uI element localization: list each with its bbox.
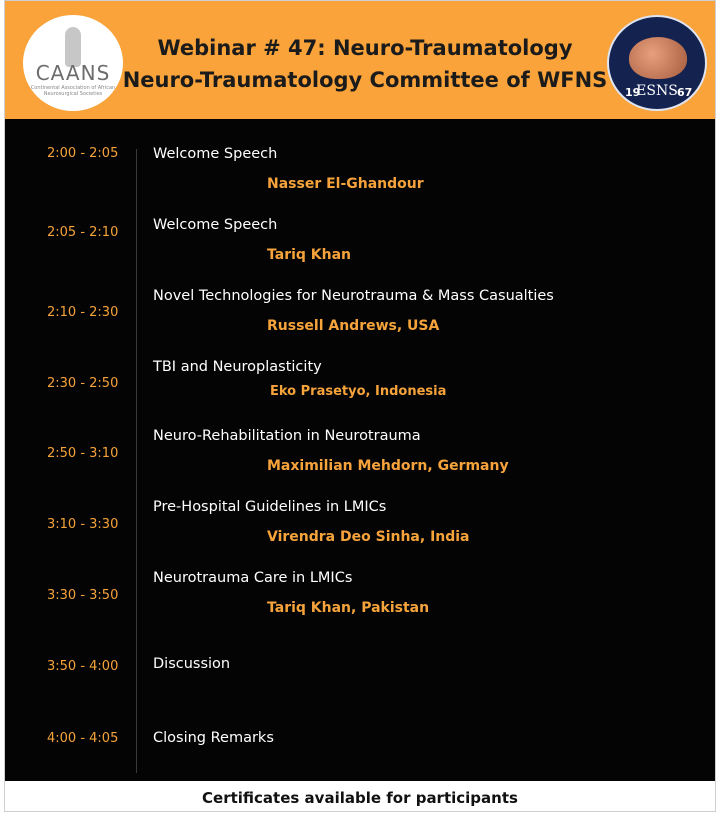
esns-year-right: 67: [677, 86, 693, 99]
timeline-divider: [136, 149, 137, 773]
agenda-title: Pre-Hospital Guidelines in LMICs: [153, 499, 387, 515]
agenda-time: 2:00 - 2:05: [47, 146, 119, 161]
agenda-speaker: Russell Andrews, USA: [267, 318, 440, 334]
agenda-speaker: Virendra Deo Sinha, India: [267, 529, 470, 545]
certificates-footer: Certificates available for participants: [5, 781, 715, 811]
agenda-title: TBI and Neuroplasticity: [153, 359, 322, 375]
agenda-time: 2:05 - 2:10: [47, 225, 119, 240]
agenda-title: Closing Remarks: [153, 730, 274, 746]
header-banner: [5, 1, 715, 119]
agenda-title: Neurotrauma Care in LMICs: [153, 570, 353, 586]
esns-logo-acronym: ESNS: [636, 83, 678, 99]
agenda-title: Welcome Speech: [153, 146, 278, 162]
agenda-time: 3:10 - 3:30: [47, 517, 119, 532]
committee-title: Neuro-Traumatology Committee of WFNS: [122, 68, 608, 92]
agenda-speaker: Nasser El-Ghandour: [267, 176, 424, 192]
agenda-speaker: Tariq Khan: [267, 247, 352, 263]
agenda-time: 4:00 - 4:05: [47, 731, 119, 746]
agenda-title: Neuro-Rehabilitation in Neurotrauma: [153, 428, 421, 444]
esns-logo: [607, 15, 707, 111]
agenda-time: 2:30 - 2:50: [47, 376, 119, 391]
agenda-time: 2:50 - 3:10: [47, 446, 119, 461]
brain-icon: [629, 37, 687, 79]
caans-logo-acronym: CAANS: [35, 61, 111, 85]
esns-year-left: 19: [625, 86, 641, 99]
agenda-title: Discussion: [153, 656, 231, 672]
agenda-time: 3:30 - 3:50: [47, 588, 119, 603]
agenda-speaker: Eko Prasetyo, Indonesia: [270, 384, 447, 399]
agenda-speaker: Maximilian Mehdorn, Germany: [267, 458, 509, 474]
agenda-time: 3:50 - 4:00: [47, 659, 119, 674]
caans-logo: [23, 15, 123, 111]
agenda-title: Welcome Speech: [153, 217, 278, 233]
agenda-title: Novel Technologies for Neurotrauma & Mass Casualties: [153, 288, 554, 304]
agenda-panel: [5, 119, 715, 781]
agenda-speaker: Tariq Khan, Pakistan: [267, 600, 430, 616]
agenda-time: 2:10 - 2:30: [47, 305, 119, 320]
caans-logo-subtitle: Continental Association of African Neurosurgical Societies: [30, 85, 116, 97]
webinar-title: Webinar # 47: Neuro-Traumatology: [157, 36, 573, 60]
